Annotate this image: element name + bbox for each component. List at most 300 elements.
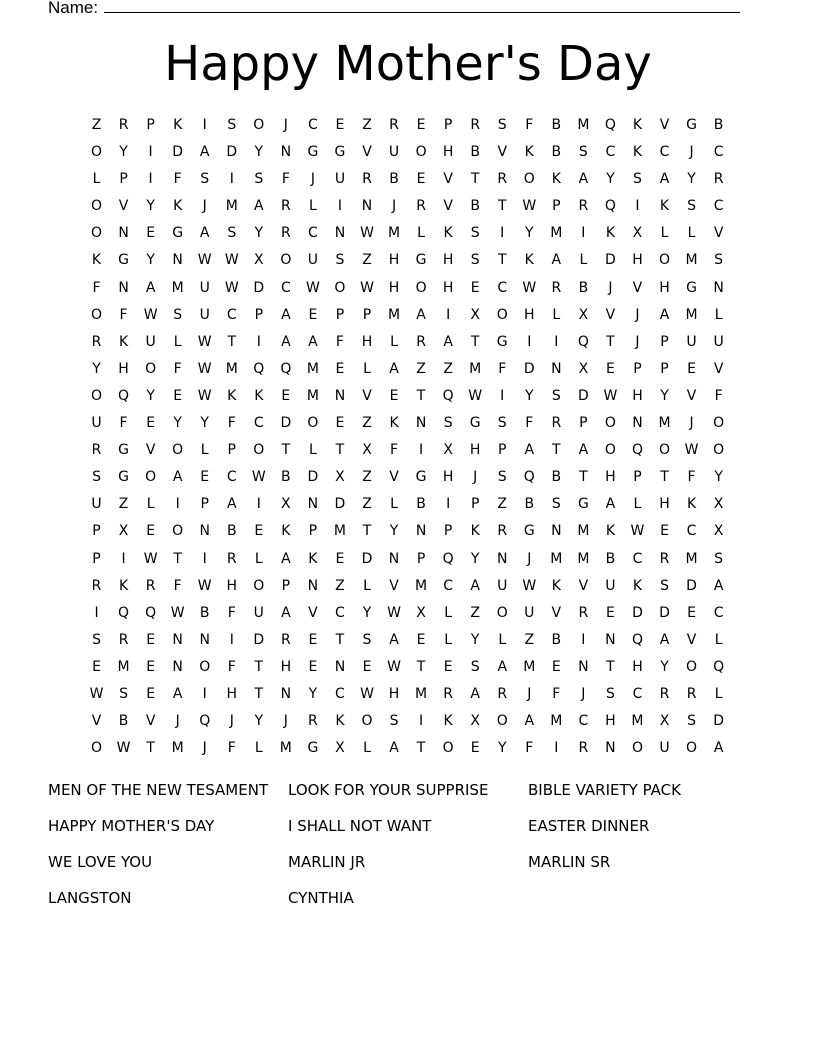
grid-letter: G — [523, 523, 535, 540]
grid-letter: D — [253, 631, 265, 648]
grid-letter: T — [254, 685, 264, 702]
grid-letter: F — [119, 306, 128, 323]
grid-letter: C — [632, 550, 643, 567]
grid-letter: W — [197, 333, 212, 350]
grid-letter: W — [522, 577, 537, 594]
grid-letter: Z — [497, 496, 508, 513]
grid-letter: V — [443, 198, 453, 215]
grid-letter: Y — [200, 415, 209, 432]
grid-letter: M — [279, 740, 292, 757]
grid-letter: C — [308, 225, 318, 242]
grid-letter: P — [579, 415, 588, 432]
grid-letter: A — [605, 496, 616, 513]
grid-letter: E — [146, 685, 156, 702]
grid-letter: E — [470, 279, 480, 296]
grid-letter: C — [335, 685, 345, 702]
grid-letter: C — [253, 415, 264, 432]
grid-letter: M — [415, 577, 428, 594]
grid-letter: Z — [335, 577, 345, 594]
grid-row — [83, 464, 733, 491]
grid-letter: H — [118, 360, 129, 377]
grid-letter: Z — [118, 496, 129, 513]
grid-letter: X — [443, 442, 453, 459]
grid-letter: Q — [118, 387, 130, 404]
grid-letter: S — [660, 577, 669, 594]
grid-letter: M — [550, 713, 563, 730]
grid-letter: L — [714, 685, 723, 702]
grid-letter: W — [305, 279, 320, 296]
grid-letter: N — [415, 415, 427, 432]
grid-letter: N — [307, 577, 319, 594]
grid-letter: U — [199, 279, 210, 296]
grid-letter: R — [308, 713, 318, 730]
grid-letter: K — [173, 117, 183, 133]
grid-letter: E — [416, 171, 426, 188]
grid-letter: M — [577, 117, 590, 133]
grid-letter: T — [470, 171, 480, 188]
grid-letter: Q — [145, 604, 157, 621]
grid-letter: M — [550, 550, 563, 567]
grid-letter: L — [254, 740, 263, 757]
grid-letter: I — [527, 333, 532, 350]
grid-letter: E — [660, 523, 669, 540]
grid-letter: T — [416, 740, 426, 757]
grid-letter: D — [172, 144, 184, 161]
grid-letter: S — [551, 496, 561, 513]
grid-letter: U — [388, 144, 400, 161]
grid-letter: K — [605, 523, 615, 540]
grid-letter: N — [334, 225, 346, 242]
grid-letter: G — [172, 225, 184, 242]
grid-letter: W — [143, 306, 158, 323]
grid-letter: L — [173, 333, 182, 350]
grid-letter: L — [200, 442, 209, 459]
grid-letter: N — [280, 685, 292, 702]
grid-letter: X — [713, 523, 724, 540]
grid-letter: R — [416, 333, 426, 350]
grid-letter: K — [686, 496, 697, 513]
grid-letter: N — [551, 523, 562, 540]
grid-letter: L — [498, 631, 507, 648]
grid-letter: G — [686, 279, 697, 296]
grid-letter: N — [118, 279, 129, 296]
grid-letter: Y — [524, 387, 534, 404]
grid-letter: C — [280, 279, 291, 296]
grid-letter: K — [551, 577, 561, 594]
grid-letter: S — [227, 225, 237, 242]
grid-letter: I — [337, 198, 343, 215]
grid-letter: I — [229, 631, 234, 648]
grid-letter: D — [307, 469, 319, 486]
grid-letter: W — [197, 360, 212, 377]
grid-letter: E — [335, 117, 345, 133]
grid-letter: H — [388, 685, 400, 702]
grid-row — [83, 627, 733, 654]
grid-letter: M — [333, 523, 346, 540]
grid-letter: E — [605, 360, 615, 377]
grid-letter: M — [631, 713, 644, 730]
grid-letter: J — [202, 740, 207, 757]
grid-row — [83, 302, 733, 329]
grid-letter: Q — [713, 658, 725, 675]
grid-letter: G — [307, 144, 319, 161]
grid-letter: G — [577, 496, 589, 513]
grid-letter: S — [173, 306, 183, 323]
grid-letter: E — [551, 658, 561, 675]
grid-letter: L — [660, 225, 669, 242]
grid-letter: T — [660, 469, 669, 486]
grid-letter: R — [280, 225, 291, 242]
grid-letter: T — [254, 658, 264, 675]
grid-letter: E — [443, 658, 453, 675]
grid-letter: U — [91, 415, 102, 432]
grid-letter: U — [497, 577, 508, 594]
grid-letter: W — [143, 550, 158, 567]
grid-letter: S — [443, 415, 453, 432]
grid-letter: U — [253, 604, 264, 621]
grid-letter: R — [280, 631, 291, 648]
grid-letter: K — [605, 225, 615, 242]
grid-letter: D — [334, 496, 346, 513]
grid-letter: Y — [146, 387, 155, 404]
grid-letter: T — [335, 631, 345, 648]
grid-letter: O — [686, 658, 698, 675]
grid-letter: Q — [523, 469, 535, 486]
word-list-item: CYNTHIA — [288, 889, 354, 907]
grid-letter: I — [202, 550, 207, 567]
word-list-item: LOOK FOR YOUR SUPPRISE — [288, 781, 489, 799]
grid-letter: J — [635, 306, 640, 323]
grid-letter: Q — [631, 631, 643, 648]
grid-letter: T — [335, 442, 345, 459]
grid-letter: S — [497, 415, 507, 432]
grid-letter: M — [415, 685, 428, 702]
grid-letter: C — [713, 144, 724, 161]
grid-letter: H — [442, 144, 454, 161]
grid-letter: G — [118, 252, 129, 269]
grid-letter: U — [145, 333, 156, 350]
grid-letter: L — [579, 252, 588, 269]
grid-row — [83, 193, 733, 220]
grid-letter: M — [685, 252, 698, 269]
grid-letter: W — [522, 198, 537, 215]
grid-letter: Y — [524, 225, 534, 242]
grid-letter: F — [390, 442, 399, 459]
grid-letter: E — [389, 387, 399, 404]
grid-letter: E — [335, 415, 345, 432]
grid-letter: V — [389, 577, 399, 594]
grid-letter: N — [551, 360, 562, 377]
grid-row — [83, 437, 733, 464]
grid-letter: S — [200, 171, 210, 188]
grid-letter: P — [633, 360, 642, 377]
grid-letter: M — [550, 225, 563, 242]
grid-letter: P — [470, 496, 480, 513]
grid-letter: R — [578, 604, 589, 621]
grid-letter: W — [224, 279, 239, 296]
grid-letter: H — [469, 442, 481, 459]
grid-letter: N — [632, 415, 643, 432]
grid-letter: F — [227, 658, 236, 675]
grid-letter: J — [229, 713, 234, 730]
grid-letter: L — [687, 225, 696, 242]
grid-letter: Q — [604, 117, 616, 133]
grid-letter: U — [91, 496, 102, 513]
grid-letter: J — [310, 171, 315, 188]
grid-letter: I — [148, 171, 153, 188]
grid-letter: R — [578, 740, 589, 757]
grid-letter: L — [254, 550, 263, 567]
grid-letter: A — [389, 740, 399, 757]
grid-letter: R — [443, 685, 453, 702]
name-label: Name: — [48, 0, 99, 17]
grid-letter: O — [253, 442, 265, 459]
grid-letter: E — [92, 658, 101, 675]
grid-letter: O — [91, 144, 103, 161]
grid-letter: Y — [660, 387, 669, 404]
grid-letter: W — [522, 279, 537, 296]
grid-letter: B — [226, 523, 237, 540]
grid-letter: A — [470, 577, 480, 594]
grid-letter: A — [551, 252, 562, 269]
grid-letter: C — [632, 685, 643, 702]
grid-letter: V — [308, 604, 318, 621]
grid-letter: A — [416, 306, 426, 323]
grid-letter: F — [687, 469, 696, 486]
grid-letter: J — [473, 469, 478, 486]
grid-letter: H — [442, 279, 454, 296]
grid-letter: R — [470, 117, 481, 133]
grid-letter: P — [552, 198, 561, 215]
grid-letter: W — [360, 685, 374, 702]
grid-letter: O — [253, 577, 265, 594]
grid-letter: O — [415, 144, 427, 161]
grid-letter: T — [606, 658, 615, 675]
grid-letter: Z — [443, 360, 453, 377]
grid-letter: X — [632, 225, 643, 242]
grid-letter: C — [497, 279, 508, 296]
grid-letter: K — [91, 252, 102, 269]
grid-letter: W — [251, 469, 266, 486]
grid-letter: E — [146, 631, 156, 648]
grid-letter: O — [280, 252, 292, 269]
grid-letter: S — [254, 171, 264, 188]
grid-letter: R — [416, 198, 426, 215]
grid-letter: A — [226, 496, 237, 513]
grid-letter: W — [630, 523, 645, 540]
grid-letter: H — [605, 469, 616, 486]
grid-letter: F — [525, 740, 534, 757]
grid-letter: X — [578, 360, 589, 377]
grid-letter: X — [335, 469, 345, 486]
grid-letter: M — [658, 415, 671, 432]
grid-letter: I — [635, 198, 640, 215]
grid-letter: T — [497, 252, 507, 269]
grid-letter: O — [145, 360, 157, 377]
grid-letter: C — [308, 117, 318, 133]
grid-letter: V — [145, 713, 156, 730]
grid-letter: P — [308, 523, 318, 540]
grid-letter: A — [389, 360, 399, 377]
grid-letter: N — [280, 144, 292, 161]
grid-letter: I — [446, 496, 451, 513]
grid-letter: K — [118, 577, 129, 594]
grid-letter: J — [283, 713, 288, 730]
grid-letter: M — [577, 550, 590, 567]
grid-letter: H — [442, 469, 454, 486]
grid-letter: I — [256, 333, 261, 350]
grid-letter: B — [578, 279, 589, 296]
grid-row — [83, 410, 733, 437]
grid-letter: O — [658, 442, 671, 459]
grid-letter: J — [608, 279, 613, 296]
grid-letter: R — [659, 550, 670, 567]
grid-letter: M — [523, 658, 536, 675]
grid-letter: O — [199, 658, 211, 675]
grid-letter: M — [387, 306, 401, 323]
grid-letter: O — [172, 442, 184, 459]
word-list-item: LANGSTON — [48, 889, 132, 907]
grid-letter: N — [199, 631, 210, 648]
grid-letter: W — [197, 252, 212, 269]
grid-letter: D — [577, 387, 589, 404]
grid-letter: L — [363, 740, 371, 757]
grid-row — [83, 600, 733, 627]
grid-letter: K — [281, 523, 291, 540]
grid-letter: G — [686, 117, 697, 133]
grid-letter: D — [361, 550, 373, 567]
grid-letter: D — [226, 144, 238, 161]
grid-letter: A — [281, 333, 291, 350]
grid-letter: O — [496, 306, 508, 323]
grid-letter: R — [118, 117, 129, 133]
grid-letter: B — [470, 198, 480, 215]
grid-letter: N — [118, 225, 129, 242]
grid-letter: M — [306, 387, 319, 404]
grid-letter: U — [334, 171, 346, 188]
grid-row — [83, 735, 733, 762]
grid-letter: E — [308, 631, 318, 648]
grid-letter: S — [470, 252, 480, 269]
grid-letter: U — [199, 306, 210, 323]
grid-letter: K — [118, 333, 129, 350]
grid-letter: Y — [173, 415, 182, 432]
grid-letter: V — [443, 171, 453, 188]
grid-letter: E — [146, 225, 156, 242]
grid-letter: A — [281, 604, 291, 621]
grid-letter: V — [686, 631, 697, 648]
grid-letter: T — [281, 442, 291, 459]
grid-letter: V — [145, 442, 156, 459]
grid-letter: Y — [92, 360, 101, 377]
grid-letter: O — [91, 306, 103, 323]
grid-letter: P — [335, 306, 345, 323]
grid-letter: T — [362, 523, 372, 540]
grid-letter: T — [470, 333, 480, 350]
grid-letter: T — [416, 387, 426, 404]
grid-letter: O — [91, 740, 103, 757]
grid-letter: Y — [146, 198, 155, 215]
grid-letter: F — [552, 685, 561, 702]
grid-letter: E — [687, 604, 696, 621]
grid-letter: R — [659, 685, 670, 702]
grid-letter: F — [525, 415, 534, 432]
grid-letter: O — [496, 604, 508, 621]
grid-letter: K — [524, 252, 534, 269]
grid-letter: F — [92, 279, 101, 296]
grid-letter: T — [497, 198, 507, 215]
grid-letter: B — [470, 144, 480, 161]
grid-letter: G — [118, 469, 129, 486]
grid-row — [83, 329, 733, 356]
grid-row — [83, 546, 733, 573]
grid-letter: H — [226, 577, 238, 594]
grid-letter: R — [497, 523, 508, 540]
grid-letter: S — [470, 658, 480, 675]
grid-letter: R — [118, 631, 129, 648]
grid-letter: V — [118, 198, 129, 215]
grid-letter: S — [92, 631, 101, 648]
grid-letter: J — [689, 415, 694, 432]
grid-letter: P — [443, 117, 453, 133]
grid-letter: K — [524, 144, 534, 161]
grid-letter: K — [632, 144, 643, 161]
grid-letter: B — [389, 171, 399, 188]
grid-letter: Q — [280, 360, 292, 377]
grid-letter: P — [660, 333, 669, 350]
grid-letter: Q — [604, 198, 616, 215]
grid-letter: N — [334, 658, 346, 675]
grid-letter: D — [659, 604, 670, 621]
grid-letter: L — [363, 360, 371, 377]
grid-letter: X — [362, 442, 372, 459]
grid-letter: B — [118, 713, 129, 730]
grid-letter: E — [687, 360, 696, 377]
grid-letter: A — [145, 279, 156, 296]
grid-letter: V — [497, 144, 508, 161]
grid-letter: O — [91, 198, 103, 215]
grid-letter: C — [226, 469, 237, 486]
grid-letter: L — [552, 306, 561, 323]
page-title: Happy Mother's Day — [164, 36, 652, 92]
grid-letter: S — [605, 685, 615, 702]
grid-letter: K — [173, 198, 183, 215]
grid-letter: B — [551, 469, 562, 486]
grid-letter: I — [229, 171, 234, 188]
grid-row — [83, 247, 733, 274]
grid-letter: I — [256, 496, 261, 513]
grid-letter: N — [496, 550, 508, 567]
grid-letter: H — [226, 685, 238, 702]
grid-letter: E — [146, 658, 156, 675]
grid-letter: R — [91, 577, 102, 594]
grid-row — [83, 112, 733, 139]
grid-letter: P — [633, 469, 642, 486]
grid-letter: I — [94, 604, 99, 621]
grid-letter: K — [335, 713, 345, 730]
grid-letter: E — [470, 740, 480, 757]
grid-letter: Z — [362, 252, 372, 269]
grid-letter: S — [687, 713, 696, 730]
grid-letter: V — [605, 306, 616, 323]
grid-letter: A — [308, 333, 318, 350]
grid-letter: S — [714, 550, 724, 567]
grid-letter: P — [92, 550, 101, 567]
grid-letter: S — [497, 469, 507, 486]
grid-letter: T — [579, 469, 588, 486]
grid-letter: C — [443, 577, 454, 594]
grid-letter: K — [308, 550, 318, 567]
